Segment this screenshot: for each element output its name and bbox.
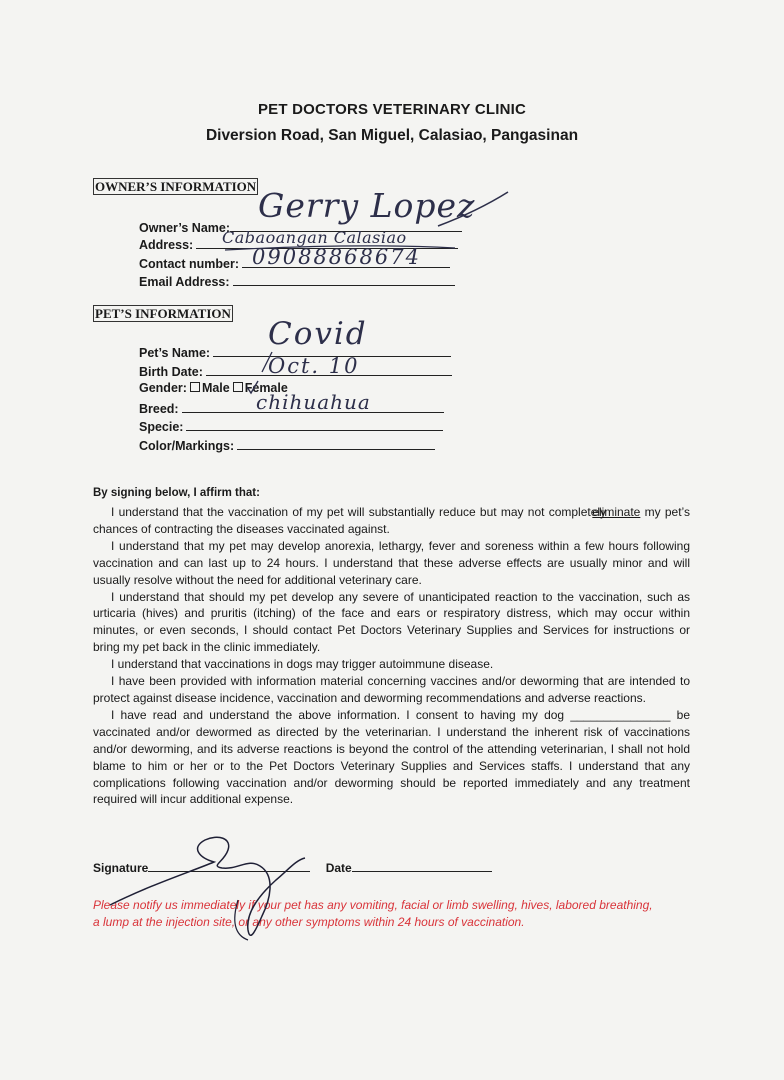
consent-paragraph-5: I have been provided with information material concerning vaccines and/or deworming that are intended to protect against disease incidence, vaccination and deworming recommendations and adverse reactions. (93, 674, 690, 705)
owner-name-handwritten: Gerry Lopez (258, 186, 476, 225)
pet-gender-label: Gender: (139, 381, 187, 395)
consent-p1-text: I understand that the vaccination of my pet will substantially reduce but may not completely (111, 505, 607, 519)
gender-male-label: Male (201, 381, 230, 395)
pet-name-handwritten: Covid (268, 316, 368, 352)
signature-tail-stroke (235, 900, 248, 940)
pet-specie-label: Specie: (139, 420, 184, 434)
consent-p1-underlined: eliminate (592, 505, 641, 519)
name-flourish-stroke (438, 192, 508, 226)
notice-text: Please notify us immediately if your pet has any vomiting, facial or limb swelling, hives, labored breathing, a lump at the injection site, or any other symptoms within 24 hours of vaccination. (93, 898, 653, 929)
owner-name-label: Owner’s Name: (139, 221, 231, 235)
gender-female-label: Female (244, 381, 288, 395)
pet-breed-label: Breed: (139, 402, 179, 416)
pet-section-title: PET’S INFORMATION (95, 306, 231, 321)
consent-p1-tail: my pet’s chances of contracting the diseases vaccinated against. (93, 505, 690, 536)
owner-address-label: Address: (139, 238, 194, 252)
consent-paragraph-2: I understand that my pet may develop anorexia, lethargy, fever and soreness within a few hours following vaccination and can last up to 24 hours. I understand that these adverse effects are usually minor and will usually resolve without the need for additional veterinary care. (93, 538, 690, 587)
female-check-mark (247, 381, 258, 393)
consent-paragraph-3: I understand that should my pet develop any severe of unanticipated reaction to the vaccination, such as urticaria (hives) and pruritis (itching) of the face and ears or respiratory distress, which may occur within minutes, or even seconds, I should contact Pet Doctors Veterinary Supplies and Services for instructions or bring my pet back in the clinic immediately. (93, 589, 690, 655)
birth-slash-stroke (262, 352, 272, 372)
owner-address-handwritten: Cabaoangan Calasiao (222, 228, 407, 247)
owner-contact-label: Contact number: (139, 257, 239, 271)
signature-label: Signature (93, 861, 149, 875)
consent-paragraph-4: I understand that vaccinations in dogs may trigger autoimmune disease. (111, 657, 494, 672)
consent-paragraph-6: I have read and understand the above information. I consent to having my dog _______________ be vaccinated and/or dewormed as directed by the veterinarian. I understand the inherent risk of vaccinations and/or deworming, and its adverse reactions is beyond the control of the attending veterinarian, I shall not hold blame to him or her or to the Pet Doctors Veterinary Supplies and Services staffs. I understand that any complications following vaccination and/or deworming should be reported immediately and any treatment required will incur additional expense. (93, 707, 690, 807)
clinic-address: Diversion Road, San Miguel, Calasiao, Pangasinan (205, 127, 579, 144)
signature-scribble (110, 837, 305, 935)
consent-intro: By signing below, I affirm that: (93, 487, 260, 499)
address-strike-stroke (225, 246, 455, 250)
pet-name-label: Pet’s Name: (139, 346, 211, 360)
owner-contact-handwritten: 09088868674 (252, 245, 421, 269)
pet-breed-handwritten: chihuahua (256, 390, 371, 414)
owner-email-label: Email Address: (139, 275, 230, 289)
clinic-name: PET DOCTORS VETERINARY CLINIC (257, 101, 527, 118)
pet-birth-label: Birth Date: (139, 365, 203, 379)
owner-section-title: OWNER’S INFORMATION (95, 179, 257, 194)
pet-birth-handwritten: Oct. 10 (268, 354, 360, 378)
date-label: Date (325, 861, 352, 875)
pet-color-label: Color/Markings: (139, 439, 235, 453)
